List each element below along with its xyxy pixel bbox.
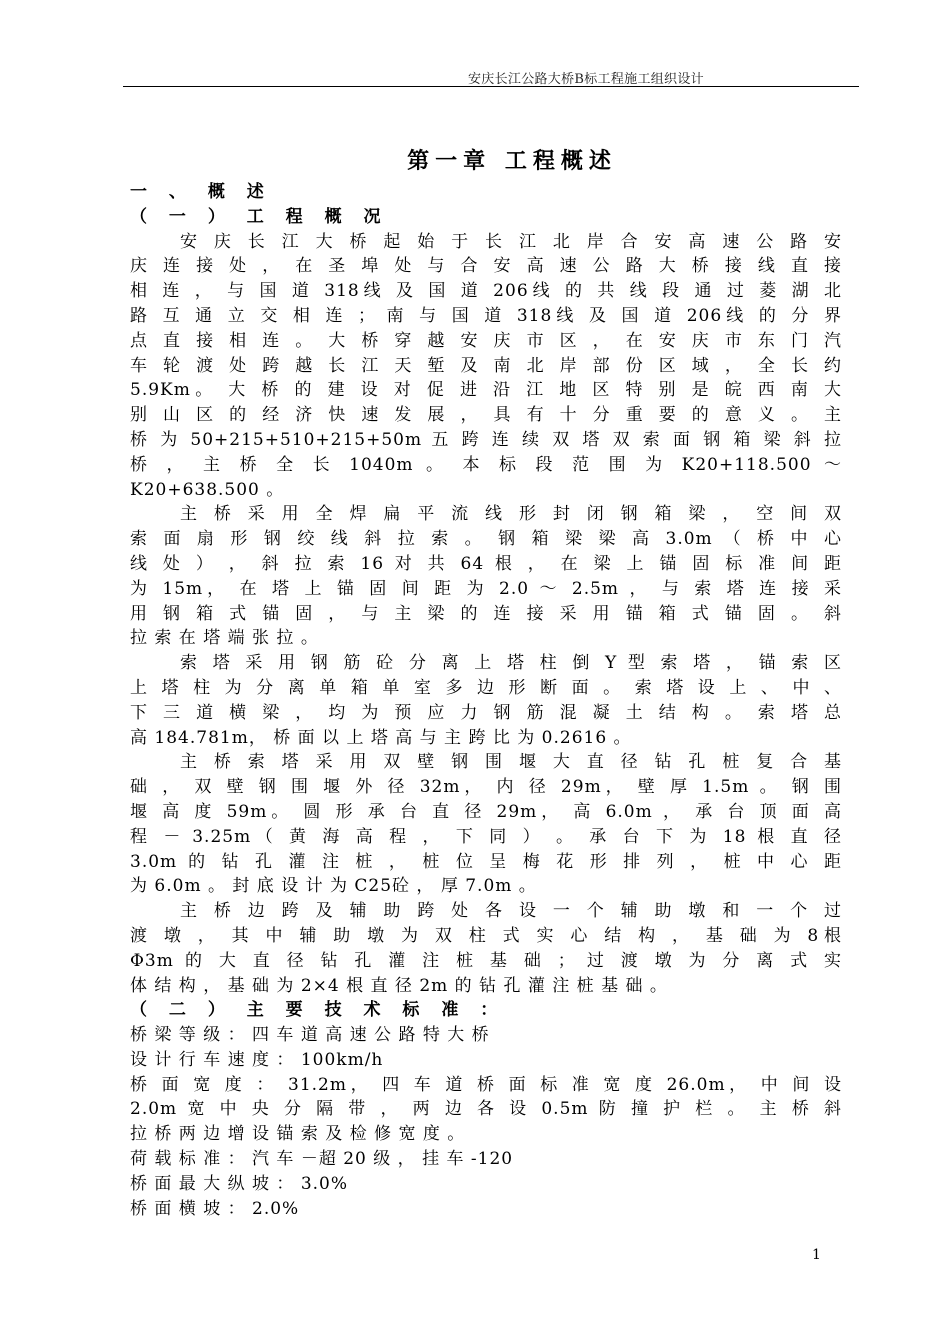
text-line: 线 处 ） ， 斜 拉 索 16 对 共 64 根 ， 在 梁 上 锚 固 标 准 间 距 <box>130 553 842 574</box>
text-line: 桥 面 最 大 纵 坡 ： 3.0% <box>130 1173 349 1194</box>
text-line: 主 桥 采 用 全 焊 扁 平 流 线 形 封 闭 钢 箱 梁 ， 空 间 双 <box>180 504 842 525</box>
text-line: Φ3m 的 大 直 径 钻 孔 灌 注 桩 基 础 ； 过 渡 墩 为 分 离 式 实 <box>130 950 842 971</box>
text-line: 3.0m 的 钻 孔 灌 注 桩 ， 桩 位 呈 梅 花 形 排 列 ， 桩 中 心 距 <box>130 851 842 872</box>
text-line: K20+638.500 。 <box>130 479 285 500</box>
text-line: 索 面 扇 形 钢 绞 线 斜 拉 索 。 钢 箱 梁 梁 高 3.0m （ 桥 中 心 <box>130 529 842 550</box>
running-header: 安庆长江公路大桥B标工程施工组织设计 <box>468 72 704 87</box>
text-line: 桥 梁 等 级 ： 四 车 道 高 速 公 路 特 大 桥 <box>130 1025 490 1046</box>
text-line: 点 直 接 相 连 。 大 桥 穿 越 安 庆 市 区 ， 在 安 庆 市 东 门 汽 <box>130 330 842 351</box>
text-line: 础 ， 双 壁 钢 围 堰 外 径 32m， 内 径 29m， 壁 厚 1.5m 。 钢 围 <box>130 777 842 798</box>
text-line: 桥 面 宽 度 ： 31.2m， 四 车 道 桥 面 标 准 宽 度 26.0m， 中 间 设 <box>130 1074 842 1095</box>
text-line: 设 计 行 车 速 度 ： 100km/h <box>130 1049 384 1070</box>
text-line: 高 184.781m， 桥 面 以 上 塔 高 与 主 跨 比 为 0.2616 。 <box>130 727 632 748</box>
text-line: 别 山 区 的 经 济 快 速 发 展 ， 具 有 十 分 重 要 的 意 义 。 主 <box>130 405 842 426</box>
text-line: 庆 连 接 处 ， 在 圣 埠 处 与 合 安 高 速 公 路 大 桥 接 线 直 接 <box>130 256 842 277</box>
text-line: 程 － 3.25m（ 黄 海 高 程 ， 下 同 ） 。 承 台 下 为 18 根 直 径 <box>130 826 842 847</box>
text-line: 车 轮 渡 处 跨 越 长 江 天 堑 及 南 北 岸 部 份 区 域 ， 全 长 约 <box>130 355 842 376</box>
text-line: 路 互 通 立 交 相 连 ； 南 与 国 道 318线 及 国 道 206线 的 分 界 <box>130 305 842 326</box>
text-line: 主 桥 边 跨 及 辅 助 跨 处 各 设 一 个 辅 助 墩 和 一 个 过 <box>180 901 842 922</box>
page-number: 1 <box>812 1247 821 1263</box>
text-line: 5.9Km。 大 桥 的 建 设 对 促 进 沿 江 地 区 特 别 是 皖 西 南 大 <box>130 380 842 401</box>
text-line: 相 连 ， 与 国 道 318线 及 国 道 206线 的 共 线 段 通 过 菱 湖 北 <box>130 281 842 302</box>
text-line: 2.0m 宽 中 央 分 隔 带 ， 两 边 各 设 0.5m 防 撞 护 栏 。 主 桥 斜 <box>130 1099 842 1120</box>
text-line: 安 庆 长 江 大 桥 起 始 于 长 江 北 岸 合 安 高 速 公 路 安 <box>180 231 842 252</box>
text-line: 拉 桥 两 边 增 设 锚 索 及 检 修 宽 度 。 <box>130 1124 466 1145</box>
text-line: 为 15m， 在 塔 上 锚 固 间 距 为 2.0 ～ 2.5m ， 与 索 塔 连 接 采 <box>130 578 842 599</box>
section-heading: 一 、 概 述 <box>130 182 272 202</box>
text-line: 主 桥 索 塔 采 用 双 壁 钢 围 堰 大 直 径 钻 孔 桩 复 合 基 <box>180 752 842 773</box>
text-line: 桥 为 50+215+510+215+50m 五 跨 连 续 双 塔 双 索 面 钢 箱 梁 斜 拉 <box>130 429 842 450</box>
chapter-title: 第一章 工程概述 <box>407 148 617 174</box>
text-line: 渡 墩 ， 其 中 辅 助 墩 为 双 柱 式 实 心 结 构 ， 基 础 为 8根 <box>130 925 842 946</box>
text-line: 桥 ， 主 桥 全 长 1040m 。 本 标 段 范 围 为 K20+118.500 ～ <box>130 454 842 475</box>
document-body <box>130 180 842 1221</box>
text-line: 用 钢 箱 式 锚 固 ， 与 主 梁 的 连 接 采 用 锚 箱 式 锚 固 。 斜 <box>130 603 842 624</box>
section-heading: （ 一 ） 工 程 概 况 <box>130 206 389 227</box>
text-line: 上 塔 柱 为 分 离 单 箱 单 室 多 边 形 断 面 。 索 塔 设 上 、 中 、 <box>130 677 842 698</box>
text-line: 索 塔 采 用 钢 筋 砼 分 离 上 塔 柱 倒 Y 型 索 塔 ， 锚 索 区 <box>180 653 842 674</box>
section-heading: （ 二 ） 主 要 技 术 标 准 ： <box>130 1000 506 1021</box>
text-line: 拉 索 在 塔 端 张 拉 。 <box>130 628 319 649</box>
text-line: 为 6.0m 。 封 底 设 计 为 C25砼 ， 厚 7.0m 。 <box>130 876 537 897</box>
text-line: 下 三 道 横 梁 ， 均 为 预 应 力 钢 筋 混 凝 土 结 构 。 索 塔 总 <box>130 702 842 723</box>
text-line: 堰 高 度 59m。 圆 形 承 台 直 径 29m， 高 6.0m ， 承 台 顶 面 高 <box>130 801 842 822</box>
text-line: 体 结 构 ， 基 础 为 2×4 根 直 径 2m 的 钻 孔 灌 注 桩 基 础 。 <box>130 975 668 996</box>
header-divider <box>123 86 859 87</box>
text-line: 桥 面 横 坡 ： 2.0% <box>130 1198 300 1219</box>
text-line: 荷 载 标 准 ： 汽 车 －超 20 级 ， 挂 车 -120 <box>130 1149 514 1170</box>
